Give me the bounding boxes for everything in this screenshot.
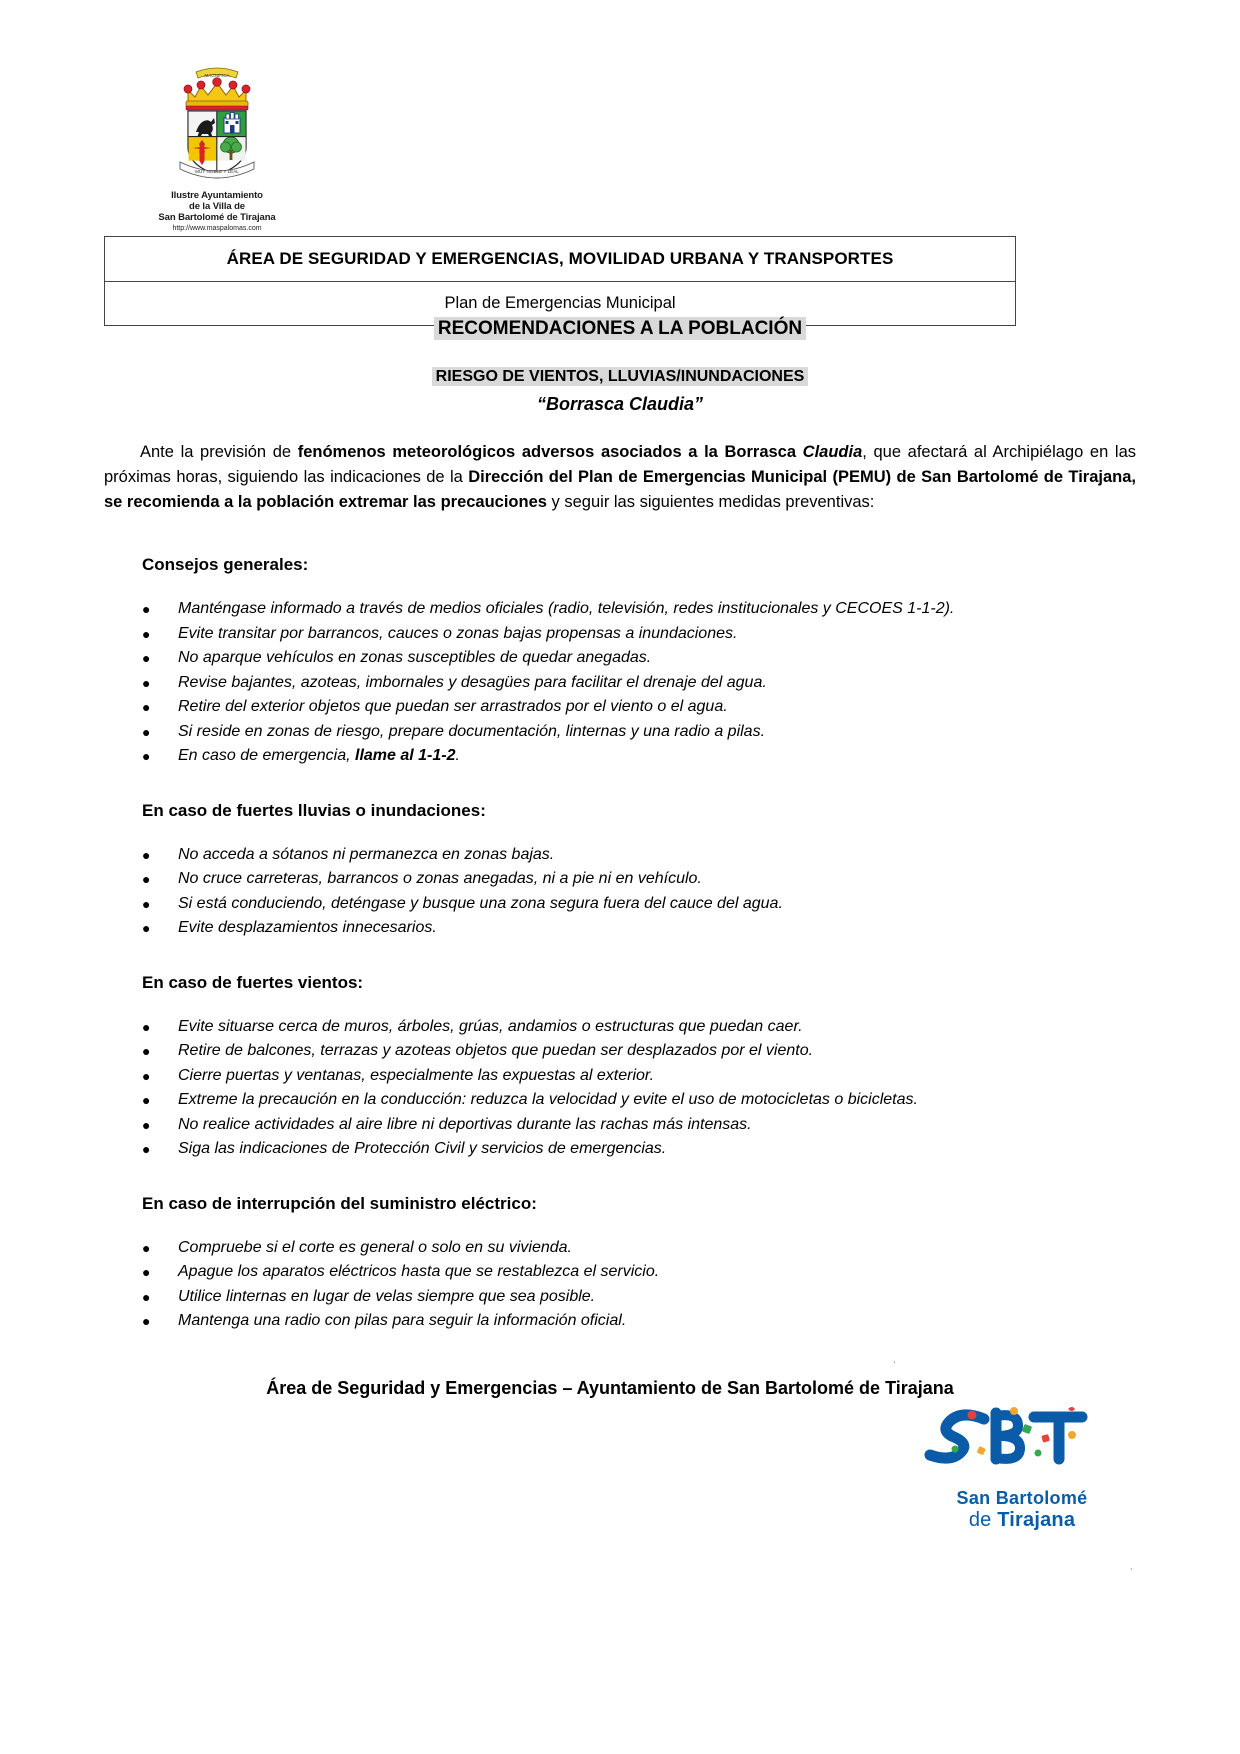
list-item-text: Manténgase informado a través de medios oficiales (radio, televisión, redes institucionales y CECOES 1-1-2). bbox=[178, 600, 955, 617]
list-item-text: Retire de balcones, terrazas y azoteas objetos que puedan ser desplazados por el viento. bbox=[178, 1042, 814, 1059]
bullet-dot-icon: ● bbox=[142, 699, 151, 715]
recommendations-heading bbox=[0, 318, 1240, 340]
bullet-list bbox=[104, 1015, 1136, 1162]
list-item-text: Utilice linternas en lugar de velas siempre que sea posible. bbox=[178, 1287, 596, 1305]
section-consejos-generales bbox=[104, 555, 1136, 769]
bullet-dot-icon: ● bbox=[142, 748, 151, 764]
intro-paragraph bbox=[104, 440, 1136, 515]
list-item bbox=[104, 867, 1136, 892]
bullet-dot-icon: ● bbox=[142, 1043, 151, 1059]
header-title-table bbox=[104, 236, 1016, 326]
storm-name-heading: “Borrasca Claudia” bbox=[536, 394, 704, 414]
list-item bbox=[104, 695, 1136, 720]
list-item-text: No aparque vehículos en zonas susceptibles de quedar anegadas. bbox=[178, 649, 652, 666]
intro-part3: y seguir las siguientes medidas preventivas: bbox=[546, 493, 875, 511]
list-item-text: No acceda a sótanos ni permanezca en zonas bajas. bbox=[178, 845, 555, 863]
sbt-footer-logo bbox=[912, 1405, 1132, 1532]
bullet-dot-icon: ● bbox=[142, 723, 151, 740]
list-item-text: Evite transitar por barrancos, cauces o zonas bajas propensas a inundaciones. bbox=[178, 624, 738, 642]
scan-artifact-mark: ꞌ bbox=[1130, 1567, 1132, 1576]
bullet-dot-icon: ● bbox=[142, 1141, 151, 1157]
list-item-text: No cruce carreteras, barrancos o zonas anegadas, ni a pie ni en vehículo. bbox=[178, 870, 702, 887]
svg-text:MAGNIFICA: MAGNIFICA bbox=[204, 73, 230, 78]
list-item-text: Siga las indicaciones de Protección Civil y servicios de emergencias. bbox=[178, 1140, 667, 1157]
svg-text:MUY NOBLE Y LEAL: MUY NOBLE Y LEAL bbox=[195, 169, 239, 174]
crest-caption-line3: San Bartolomé de Tirajana bbox=[158, 212, 276, 223]
list-item bbox=[104, 892, 1136, 917]
section-title: En caso de interrupción del suministro eléctrico: bbox=[142, 1193, 537, 1213]
crest-caption bbox=[122, 190, 312, 223]
list-item-text: No realice actividades al aire libre ni deportivas durante las rachas más intensas. bbox=[178, 1115, 752, 1133]
bullet-dot-icon: ● bbox=[142, 1018, 151, 1035]
area-title-cell: ÁREA DE SEGURIDAD Y EMERGENCIAS, MOVILIDAD URBANA Y TRANSPORTES bbox=[105, 237, 1016, 282]
closing-signature: Área de Seguridad y Emergencias – Ayuntamiento de San Bartolomé de Tirajana bbox=[266, 1377, 954, 1398]
list-item bbox=[104, 1137, 1136, 1162]
table-row bbox=[105, 237, 1016, 282]
list-item bbox=[104, 1064, 1136, 1089]
bullet-dot-icon: ● bbox=[142, 625, 151, 642]
list-item bbox=[104, 1285, 1136, 1310]
coat-of-arms-icon bbox=[162, 62, 272, 187]
list-item bbox=[104, 1260, 1136, 1285]
list-item-text: Compruebe si el corte es general o solo en su vivienda. bbox=[178, 1238, 572, 1256]
crest-caption-line2: de la Villa de bbox=[189, 201, 245, 212]
list-item-text: Evite situarse cerca de muros, árboles, grúas, andamios o estructuras que puedan caer. bbox=[178, 1017, 803, 1035]
list-item-tail: . bbox=[455, 747, 460, 764]
list-item bbox=[104, 843, 1136, 868]
list-item bbox=[104, 1236, 1136, 1261]
list-item bbox=[104, 1309, 1136, 1334]
crest-caption-line1: Ilustre Ayuntamiento bbox=[171, 190, 263, 201]
bullet-dot-icon: ● bbox=[142, 1313, 151, 1329]
list-item-text: Si reside en zonas de riesgo, prepare documentación, linternas y una radio a pilas. bbox=[178, 722, 766, 740]
list-item-text: Apague los aparatos eléctricos hasta que se restablezca el servicio. bbox=[178, 1263, 660, 1280]
section-fuertes-lluvias bbox=[104, 801, 1136, 941]
intro-bold2: Dirección del Plan de Emergencias Municipal (PEMU) de San Bartolomé de Tirajana, se recomienda a la población extremar las precauciones bbox=[104, 468, 1136, 511]
section-title: En caso de fuertes lluvias o inundaciones: bbox=[142, 800, 486, 820]
plan-subtitle-cell: Plan de Emergencias Municipal bbox=[105, 282, 1016, 326]
list-item bbox=[104, 622, 1136, 647]
risk-heading-text: RIESGO DE VIENTOS, LLUVIAS/INUNDACIONES bbox=[432, 367, 809, 386]
municipal-coat-of-arms bbox=[122, 62, 312, 233]
list-item-text: Cierre puertas y ventanas, especialmente las expuestas al exterior. bbox=[178, 1066, 655, 1084]
section-suministro-electrico bbox=[104, 1194, 1136, 1334]
list-item bbox=[104, 597, 1136, 622]
sbt-logo-de: de bbox=[968, 1509, 998, 1531]
section-title: Consejos generales: bbox=[142, 555, 309, 574]
list-item-text: Evite desplazamientos innecesarios. bbox=[178, 919, 437, 936]
risk-heading bbox=[0, 368, 1240, 386]
bullet-dot-icon: ● bbox=[142, 846, 151, 863]
list-item bbox=[104, 744, 1136, 769]
section-fuertes-vientos bbox=[104, 973, 1136, 1162]
section-title: En caso de fuertes vientos: bbox=[142, 972, 364, 992]
intro-bold1: fenómenos meteorológicos adversos asociados a la Borrasca bbox=[297, 443, 803, 461]
bullet-list bbox=[104, 843, 1136, 941]
recommendations-heading-text: RECOMENDACIONES A LA POBLACIÓN bbox=[434, 317, 806, 340]
crest-website-url: http://www.maspalomas.com bbox=[172, 225, 262, 232]
bullet-dot-icon: ● bbox=[142, 871, 151, 887]
bullet-dot-icon: ● bbox=[142, 1092, 151, 1108]
sbt-monogram-icon bbox=[922, 1405, 1122, 1485]
bullet-dot-icon: ● bbox=[142, 920, 151, 936]
list-item bbox=[104, 1113, 1136, 1138]
sbt-logo-tirajana: Tirajana bbox=[997, 1509, 1076, 1531]
bullet-dot-icon: ● bbox=[142, 674, 151, 691]
list-item bbox=[104, 1015, 1136, 1040]
document-body bbox=[104, 440, 1136, 1399]
list-item bbox=[104, 646, 1136, 671]
bullet-list bbox=[104, 1236, 1136, 1334]
intro-part2: , que afectará al Archipiélago en las próximas horas, siguiendo las indicaciones de la bbox=[104, 443, 1137, 486]
bullet-dot-icon: ● bbox=[142, 895, 151, 912]
list-item-emphasis: llame al 1-1-2 bbox=[355, 747, 456, 764]
list-item-text: Extreme la precaución en la conducción: reduzca la velocidad y evite el uso de motocicletas o bicicletas. bbox=[178, 1091, 918, 1108]
list-item bbox=[104, 1088, 1136, 1113]
bullet-dot-icon: ● bbox=[142, 1239, 151, 1256]
bullet-dot-icon: ● bbox=[142, 650, 151, 666]
bullet-dot-icon: ● bbox=[142, 1116, 151, 1133]
list-item bbox=[104, 671, 1136, 696]
list-item-text: En caso de emergencia, bbox=[178, 747, 355, 764]
bullet-dot-icon: ● bbox=[142, 1288, 151, 1305]
bullet-dot-icon: ● bbox=[142, 601, 151, 617]
bullet-list bbox=[104, 597, 1136, 769]
bullet-dot-icon: ● bbox=[142, 1264, 151, 1280]
list-item-text: Mantenga una radio con pilas para seguir la información oficial. bbox=[178, 1312, 627, 1329]
list-item-text: Retire del exterior objetos que puedan ser arrastrados por el viento o el agua. bbox=[178, 698, 728, 715]
sbt-logo-line1: San Bartolomé bbox=[956, 1488, 1088, 1508]
scan-artifact-mark: ꞌ bbox=[893, 1360, 895, 1369]
bullet-dot-icon: ● bbox=[142, 1067, 151, 1084]
list-item bbox=[104, 720, 1136, 745]
intro-storm-italic: Claudia bbox=[802, 443, 863, 461]
list-item-text: Revise bajantes, azoteas, imbornales y desagües para facilitar el drenaje del agua. bbox=[178, 673, 767, 691]
list-item-text: Si está conduciendo, deténgase y busque una zona segura fuera del cauce del agua. bbox=[178, 894, 783, 912]
list-item bbox=[104, 1039, 1136, 1064]
list-item bbox=[104, 916, 1136, 941]
sbt-logo-line2 bbox=[912, 1509, 1132, 1532]
intro-part1: Ante la previsión de bbox=[140, 443, 298, 461]
